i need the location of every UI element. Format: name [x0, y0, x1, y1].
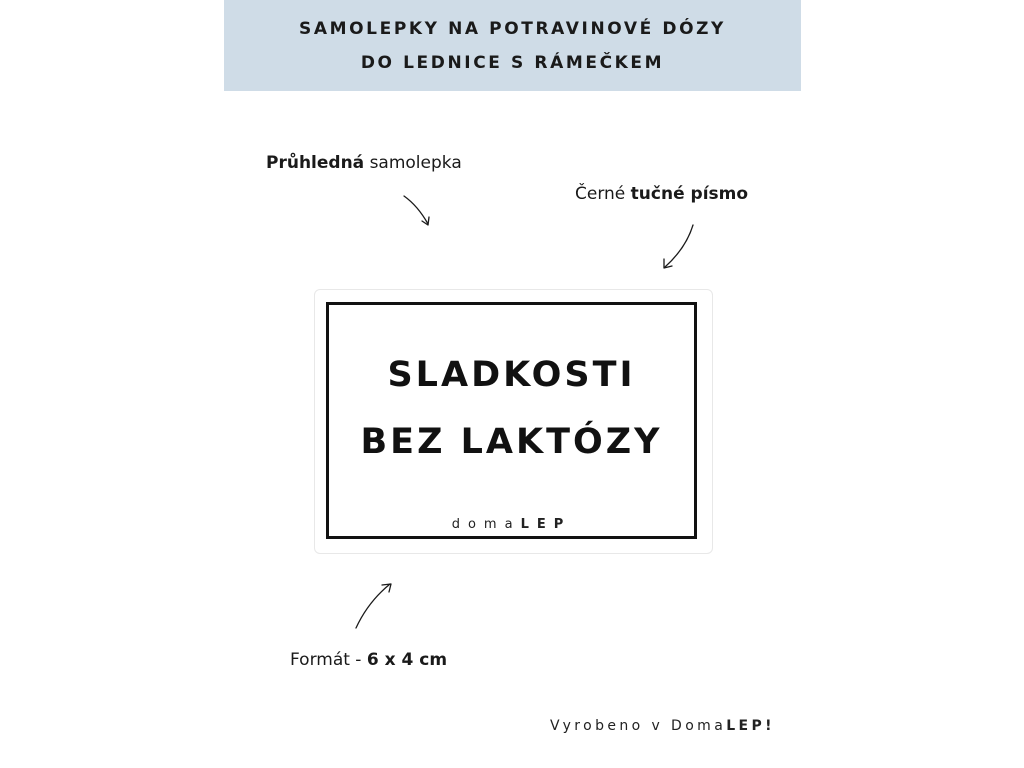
sticker-brand-regular: doma	[451, 517, 521, 532]
annotation-transparent-rest: samolepka	[369, 153, 462, 173]
annotation-format-normal: Formát -	[290, 650, 362, 670]
arrow-to-text-icon	[656, 220, 702, 274]
arrow-from-format-icon	[350, 578, 398, 634]
header-title-line-1: SAMOLEPKY NA POTRAVINOVÉ DÓZY	[299, 18, 726, 39]
annotation-font-bold: tučné písmo	[630, 184, 749, 204]
footer-bold: LEP!	[726, 718, 775, 734]
footer-regular: Vyrobeno v Doma	[550, 718, 727, 734]
sticker-frame	[326, 302, 697, 539]
footer-made-by	[550, 718, 775, 734]
header-banner	[224, 0, 801, 91]
sticker-brand-logo	[329, 517, 694, 532]
annotation-transparent-sticker	[266, 153, 462, 173]
annotation-black-bold-font	[575, 184, 748, 204]
sticker-text-line-1: SLADKOSTI	[387, 355, 636, 395]
sticker-text-line-2: BEZ LAKTÓZY	[360, 422, 663, 462]
annotation-format	[290, 650, 447, 670]
header-title-line-2: DO LEDNICE S RÁMEČKEM	[360, 52, 665, 73]
arrow-to-sticker-icon	[398, 192, 438, 232]
annotation-format-bold: 6 x 4 cm	[366, 650, 448, 670]
annotation-transparent-bold: Průhledná	[266, 153, 365, 173]
annotation-font-normal: Černé	[575, 184, 626, 204]
sticker-brand-bold: LEP	[520, 517, 572, 532]
